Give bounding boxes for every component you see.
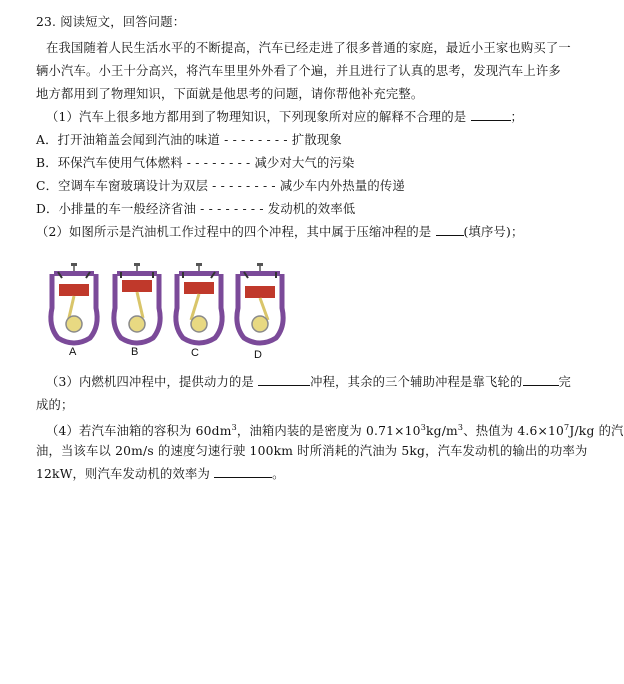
piston (59, 284, 89, 296)
crankshaft (252, 316, 268, 332)
q4-line-2: 油，当该车以 20m/s 的速度匀速行驶 100km 时所消耗的汽油为 5kg，汽车发动机的输出的功率为 (36, 444, 588, 458)
option-label: D． (36, 202, 59, 216)
q4-text-c: kg/m (425, 424, 458, 439)
passage-line-3: 地方都用到了物理知识，下面就是他思考的问题，请你帮他补充完整。 (36, 87, 424, 101)
option-text: 空调车车窗玻璃设计为双层 - - - - - - - - 减少车内外热量的传递 (58, 179, 405, 193)
spark-plug-tip (71, 263, 77, 266)
passage-line-1: 在我国随着人民生活水平的不断提高，汽车已经走进了很多普通的家庭，最近小王家也购买了一 (46, 41, 571, 55)
option-text: 环保汽车使用气体燃料 - - - - - - - - 减少对大气的污染 (57, 156, 355, 170)
q1-stem-tail: ； (510, 110, 524, 124)
q4-text-e: J/kg 的汽 (569, 424, 624, 439)
q4-text-a: （4）若汽车油箱的容积为 60dm (46, 424, 232, 439)
cylinder-head (117, 271, 157, 276)
q3-line-1 (46, 374, 571, 390)
q3-answer-blank-2[interactable] (523, 374, 559, 386)
q3-line-2: 成的； (36, 398, 74, 412)
option-label: A． (36, 133, 58, 147)
q4-text-tail: 。 (272, 467, 285, 481)
question-header (36, 14, 185, 30)
q1-stem-text: （1）汽车上很多地方都用到了物理知识，下列现象所对应的解释不合理的是 (46, 110, 467, 124)
spark-plug-tip (257, 263, 263, 266)
option-label: C． (36, 179, 59, 193)
q4-sup-2: 3 (420, 423, 426, 432)
q1-option-c (36, 178, 405, 194)
q3-text-b: 冲程，其余的三个辅助冲程是靠飞轮的 (310, 375, 523, 389)
q1-option-a (36, 132, 342, 148)
q4-text-d: 、热值为 4.6×10 (463, 424, 565, 439)
piston (122, 280, 152, 292)
q4-sup-4: 7 (564, 423, 570, 432)
connecting-rod (137, 292, 143, 318)
passage-line-2: 辆小汽车。小王十分高兴，将汽车里里外外看了个遍，并且进行了认真的思考，发现汽车上许多 (36, 64, 561, 78)
q2-answer-blank[interactable] (436, 224, 464, 236)
q1-option-d (36, 201, 355, 217)
engine-stroke-figure-a (44, 262, 104, 344)
piston (184, 282, 214, 294)
crankshaft (129, 316, 145, 332)
spark-plug-tip (196, 263, 202, 266)
q4-line-3 (36, 466, 285, 482)
q4-text-b: ，油箱内装的是密度为 0.71×10 (236, 424, 421, 439)
spark-plug-tip (134, 263, 140, 266)
figure-label-d: D (254, 349, 262, 361)
option-label: B． (36, 156, 58, 170)
piston (245, 286, 275, 298)
q3-text-a: （3）内燃机四冲程中，提供动力的是 (46, 375, 254, 389)
figure-label-a: A (69, 346, 77, 358)
crankshaft (66, 316, 82, 332)
q4-answer-blank[interactable] (214, 466, 272, 478)
engine-stroke-figure-b (107, 262, 167, 344)
q4-sup-1: 3 (231, 423, 237, 432)
q3-text-c: 完 (558, 375, 572, 389)
q4-sup-3: 3 (457, 423, 464, 432)
q3-answer-blank-1[interactable] (258, 374, 310, 386)
option-text: 打开油箱盖会闻到汽油的味道 - - - - - - - - 扩散现象 (57, 133, 342, 147)
q4-text-f: 12kW，则汽车发动机的效率为 (36, 467, 211, 481)
question-title: 阅读短文，回答问题： (60, 15, 186, 29)
q1-answer-blank[interactable] (471, 109, 511, 121)
engine-stroke-figure-d (230, 262, 290, 344)
question-number: 23. (36, 15, 57, 29)
crankshaft (191, 316, 207, 332)
q1-stem (46, 109, 523, 125)
figure-label-b: B (131, 346, 139, 358)
q4-line-1 (46, 420, 624, 439)
figure-label-c: C (191, 347, 199, 359)
q2-stem-tail: (填序号)； (463, 225, 524, 239)
q1-option-b (36, 155, 355, 171)
q2-stem-text: （2）如图所示是汽油机工作过程中的四个冲程，其中属于压缩冲程的是 (36, 225, 432, 239)
q2-stem (36, 224, 524, 240)
option-text: 小排量的车一般经济省油 - - - - - - - - 发动机的效率低 (58, 202, 356, 216)
engine-stroke-figure-c (169, 262, 229, 344)
